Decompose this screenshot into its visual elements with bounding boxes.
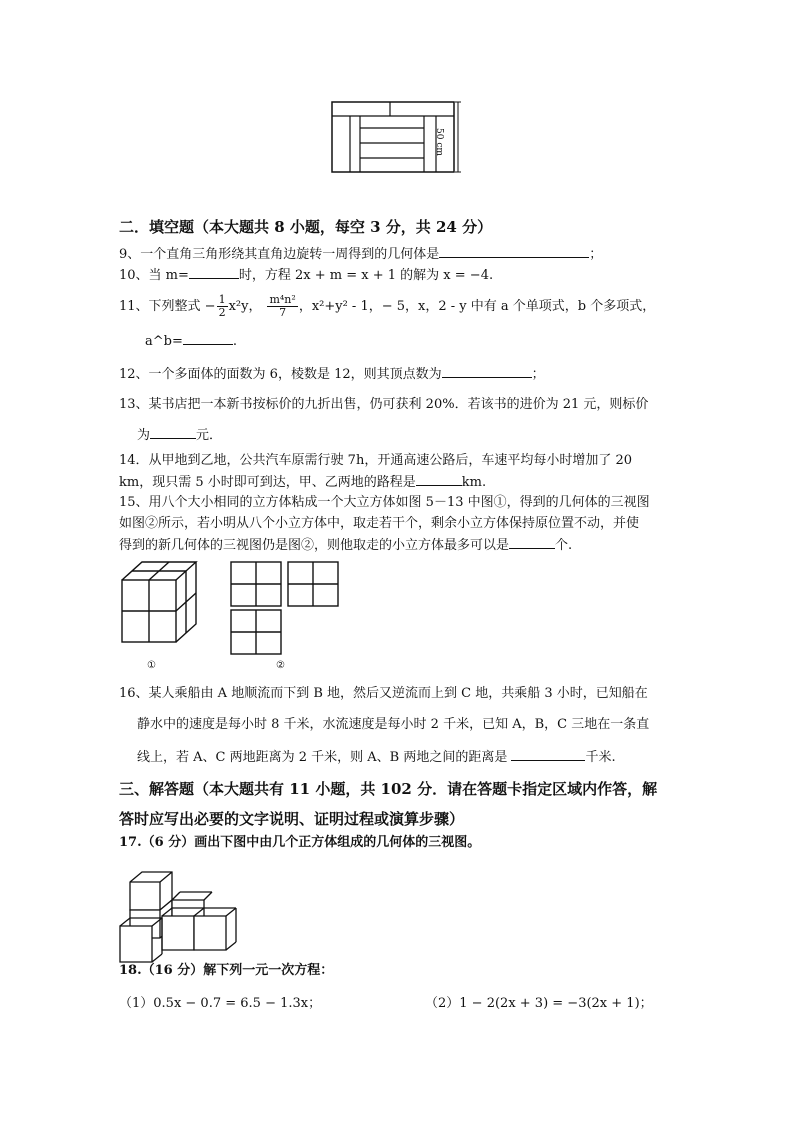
q11-f1-after: x²y，	[228, 299, 262, 314]
frame-dim-label: 50 cm	[434, 128, 444, 156]
q11-line2-end: .	[232, 334, 237, 349]
q13-line1: 13、某书店把一本新书按标价的九折出售，仍可获利 20%．若该书的进价为 21 元，则标价	[119, 397, 649, 412]
q11-f2-num: m⁴n²	[269, 293, 296, 306]
section3-line1: 三、解答题（本大题共有 11 小题，共 102 分．请在答题卡指定区域内作答，解	[119, 780, 658, 798]
q15-line1: 15、用八个大小相同的立方体粘成一个大立方体如图 5－13 中图①，得到的几何体的三视图	[119, 495, 650, 510]
q12-answer-blank[interactable]	[442, 365, 532, 378]
q15-line3	[119, 536, 572, 555]
q10	[119, 266, 493, 285]
q11-line2-text: a^b=	[145, 334, 183, 349]
q17-text: 17.（6 分）画出下图中由几个正方体组成的几何体的三视图。	[119, 835, 481, 850]
q15-figure-label-2: ②	[276, 660, 285, 671]
q13-line2-post: 元．	[196, 428, 223, 443]
q11-f2-den: 7	[279, 306, 287, 319]
q15-line3-pre: 得到的新几何体的三视图仍是图②，则他取走的小立方体最多可以是	[119, 538, 510, 553]
q11-fraction-2	[267, 294, 297, 319]
q15-three-views-figure-2	[228, 560, 348, 660]
q14-line2-post: km.	[461, 475, 487, 490]
q15-figure-label-1: ①	[147, 660, 156, 671]
q12	[119, 365, 545, 384]
q14-line1: 14．从甲地到乙地，公共汽车原需行驶 7h，开通高速公路后，车速平均每小时增加了 20	[119, 453, 632, 468]
q14-answer-blank[interactable]	[416, 473, 462, 486]
q12-text: 12、一个多面体的面数为 6，棱数是 12，则其顶点数为	[119, 367, 442, 382]
q11-line2	[145, 332, 237, 351]
frame-figure	[326, 100, 466, 175]
q13-answer-blank[interactable]	[150, 426, 196, 439]
q9-text: 9、一个直角三角形绕其直角边旋转一周得到的几何体是	[119, 247, 440, 262]
q11-pre: 11、下列整式 −	[119, 299, 216, 314]
q16-line3-post: 千米.	[585, 750, 616, 765]
q9-end: ；	[589, 247, 603, 262]
q18-eq2: （2）1 − 2(2x + 3) = −3(2x + 1)；	[425, 996, 653, 1011]
q11-f1-den: 2	[218, 306, 226, 319]
q10-answer-blank[interactable]	[189, 266, 239, 279]
q9	[119, 245, 602, 264]
q15-answer-blank[interactable]	[509, 536, 555, 549]
q16-line2: 静水中的速度是每小时 8 千米，水流速度是每小时 2 千米，已知 A，B，C 三地在一条直	[137, 717, 650, 732]
q16-line3	[137, 748, 616, 767]
q11	[119, 292, 655, 322]
q15-line2: 如图②所示，若小明从八个小立方体中，取走若干个，剩余小立方体保持原位置不动，并使	[119, 516, 640, 531]
q11-answer-blank[interactable]	[183, 332, 233, 345]
q13-line2-pre: 为	[137, 428, 151, 443]
q10-post: 时，方程 2x + m = x + 1 的解为 x = −4.	[238, 268, 494, 283]
q18-eq1: （1）0.5x − 0.7 = 6.5 − 1.3x；	[119, 996, 322, 1011]
q13-line2	[137, 426, 222, 445]
q16-answer-blank[interactable]	[511, 748, 585, 761]
q12-end: ；	[531, 367, 545, 382]
q16-line3-pre: 线上，若 A、C 两地距离为 2 千米，则 A、B 两地之间的距离是	[137, 750, 508, 765]
q17-cubes-figure	[118, 868, 244, 964]
q9-answer-blank[interactable]	[439, 245, 589, 258]
q11-f1-num: 1	[218, 293, 226, 306]
q14-line2-pre: km，现只需 5 小时即可到达，甲、乙两地的路程是	[119, 475, 416, 490]
q18-text: 18.（16 分）解下列一元一次方程：	[119, 963, 334, 978]
q15-cube-figure-1	[120, 560, 200, 650]
q15-line3-post: 个.	[555, 538, 573, 553]
q11-post: ，x²+y² - 1，− 5，x，2 - y 中有 a 个单项式，b 个多项式，	[298, 299, 656, 314]
section2-title: 二．填空题（本大题共 8 小题，每空 3 分，共 24 分）	[119, 218, 493, 236]
q16-line1: 16、某人乘船由 A 地顺流而下到 B 地，然后又逆流而上到 C 地，共乘船 3 小时，已知船在	[119, 686, 648, 701]
section3-line2: 答时应写出必要的文字说明、证明过程或演算步骤）	[119, 810, 465, 828]
q10-pre: 10、当 m=	[119, 268, 189, 283]
q11-fraction-1	[217, 294, 228, 319]
q14-line2	[119, 473, 486, 492]
